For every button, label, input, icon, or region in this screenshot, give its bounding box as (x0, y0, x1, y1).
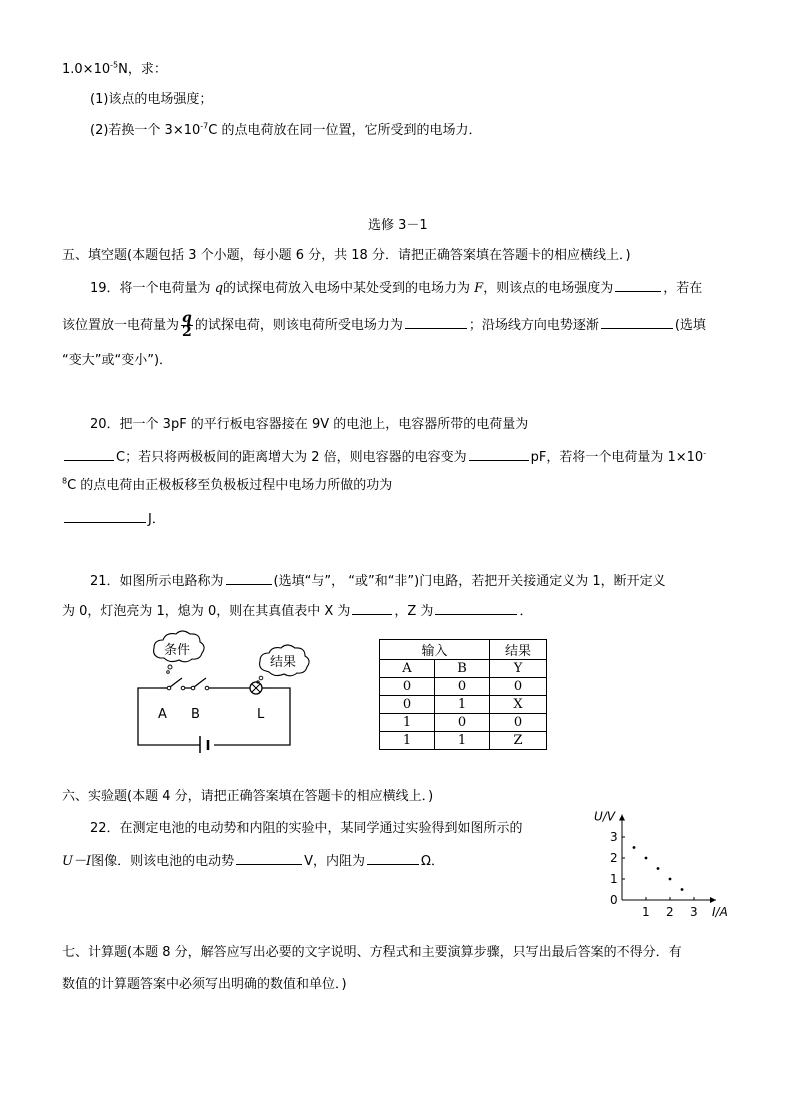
answer-blank[interactable] (601, 315, 673, 329)
switch-a-label: A (158, 707, 167, 722)
section-7-heading-line-2: 数值的计算题答案中必须写出明确的数值和单位．) (62, 977, 347, 992)
question-21-line-2: 为 0，灯泡亮为 1，熄为 0，则在其真值表中 X 为 ，Z 为 ． (62, 601, 532, 621)
question-19-line-2: 该位置放一电荷量为 $\frac{q}{2}$ 的试探电荷，则该电荷所受电场力为 ；沿场线方向电势逐渐 (选填 (62, 310, 706, 340)
table-cell: 1 (380, 714, 435, 732)
question-20-line-4: J． (62, 509, 165, 529)
intro-line: $1.0\times 10^{-5}N$，求： (62, 60, 167, 77)
question-20-line-2: C；若只将两极板间的距离增大为 2 倍，则电容器的电容变为 pF，若将一个电荷量为 1×10- (62, 447, 706, 467)
question-20-line-1: 20．把一个 3pF 的平行板电容器接在 9V 的电池上，电容器所带的电荷量为 (90, 417, 529, 432)
table-group-header: 输入 (380, 640, 490, 660)
y-tick-label: 1 (610, 872, 618, 886)
question-21-line-1: 21．如图所示电路称为 (选填“与”， “或”和“非”)门电路，若把开关接通定义为 1，断开定义 (90, 571, 666, 591)
table-cell: 0 (490, 714, 547, 732)
table-cell: Z (490, 732, 547, 750)
table-row (380, 678, 547, 696)
table-cell: 0 (490, 678, 547, 696)
y-tick-label: 2 (610, 851, 618, 865)
data-point (669, 878, 672, 881)
answer-blank[interactable] (352, 601, 392, 615)
section-7-heading-line-1: 七、计算题(本题 8 分，解答应写出必要的文字说明、方程式和主要演算步骤，只写出最后答案的不得分．有 (62, 945, 682, 960)
answer-blank[interactable] (367, 851, 419, 865)
answer-blank[interactable] (64, 509, 146, 523)
table-cell: 1 (380, 732, 435, 750)
intro-question-2: (2)若换一个 $3\times 10^{-7}C$ 的点电荷放在同一位置，它所受到的电场力． (90, 121, 482, 138)
result-bubble-label: 结果 (270, 655, 297, 670)
section-5-heading: 五、填空题(本题包括 3 个小题，每小题 6 分，共 18 分．请把正确答案填在答题卡的相应横线上．) (62, 248, 631, 263)
switch-b-label: B (191, 707, 200, 722)
table-cell: 0 (380, 696, 435, 714)
table-row (380, 732, 547, 750)
table-row (380, 714, 547, 732)
data-point (681, 888, 684, 891)
data-point (633, 846, 636, 849)
table-cell: 0 (435, 678, 490, 696)
fraction-q-over-2: $\frac{q}{2}$ (182, 310, 192, 340)
table-cell: 1 (435, 732, 490, 750)
y-axis-label: U/V (594, 809, 616, 824)
question-19-line-1: 19．将一个电荷量为 q的试探电荷放入电场中某处受到的电场力为 F，则该点的电场强度为 ，若在 (90, 278, 702, 298)
data-point (645, 857, 648, 860)
x-tick-label: 2 (666, 905, 674, 919)
table-cell: 1 (435, 696, 490, 714)
answer-blank[interactable] (64, 447, 114, 461)
y-tick-label: 0 (610, 893, 618, 907)
table-column-header: A (380, 660, 435, 678)
table-cell: 0 (435, 714, 490, 732)
question-19-line-3: “变大”或“变小”)． (62, 353, 173, 368)
intro-question-1: (1)该点的电场强度； (90, 92, 213, 107)
y-tick-label: 3 (610, 830, 618, 844)
table-cell: X (490, 696, 547, 714)
y-axis-arrow-icon (619, 815, 625, 821)
x-tick-label: 1 (642, 905, 650, 919)
truth-table (379, 639, 547, 750)
x-axis-label: I/A (712, 905, 728, 919)
lamp-label: L (257, 707, 265, 722)
answer-blank[interactable] (236, 851, 302, 865)
question-20-line-3: $^8$C 的点电荷由正极板移至负极板过程中电场力所做的功为 (62, 476, 393, 493)
x-axis-arrow-icon (710, 897, 716, 903)
table-header-row (380, 660, 547, 678)
section-6-heading: 六、实验题(本题 4 分，请把正确答案填在答题卡的相应横线上．) (62, 789, 434, 804)
table-group-header: 结果 (490, 640, 547, 660)
table-row (380, 696, 547, 714)
circuit-diagram (130, 628, 330, 753)
data-point (657, 867, 660, 870)
answer-blank[interactable] (615, 278, 661, 292)
section-title: 选修 3－1 (368, 218, 428, 233)
answer-blank[interactable] (405, 315, 467, 329)
answer-blank[interactable] (469, 447, 529, 461)
answer-blank[interactable] (435, 601, 517, 615)
x-tick-label: 3 (690, 905, 698, 919)
u-i-chart (584, 796, 760, 924)
question-22-line-1: 22．在测定电池的电动势和内阻的实验中，某同学通过实验得到如图所示的 (90, 821, 523, 836)
answer-blank[interactable] (226, 571, 272, 585)
table-cell: 0 (380, 678, 435, 696)
table-column-header: Y (490, 660, 547, 678)
question-22-line-2: U－I图像．则该电池的电动势 V，内阻为 Ω． (62, 851, 444, 871)
condition-bubble-label: 条件 (164, 643, 191, 658)
table-column-header: B (435, 660, 490, 678)
